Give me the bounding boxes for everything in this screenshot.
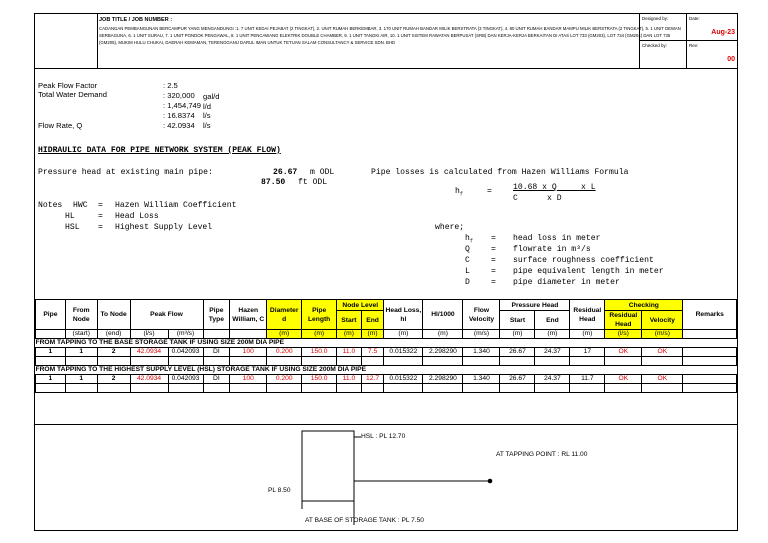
checked-by-label: Checked by: xyxy=(642,43,668,48)
pressure-label: Pressure head at existing main pipe: xyxy=(38,168,213,177)
unit-cell xyxy=(230,330,267,339)
th-node-level: Node Level xyxy=(337,300,384,311)
cell-type: DI xyxy=(203,348,230,357)
th-to-node: To Node xyxy=(97,300,130,330)
th-check-residual: Residual Head xyxy=(605,311,642,330)
cell-len: 150.0 xyxy=(302,348,337,357)
unit-cell: (l/s) xyxy=(130,330,168,339)
empty-cell xyxy=(203,384,230,393)
def-symbol xyxy=(465,245,470,254)
unit-cell: (m/s) xyxy=(463,330,500,339)
empty-cell xyxy=(230,384,267,393)
th-checking: Checking xyxy=(605,300,683,311)
empty-cell xyxy=(36,357,66,366)
cell-hl: 0.015322 xyxy=(384,348,423,357)
cell-chk-res: OK xyxy=(605,348,642,357)
note-abbr: HL xyxy=(65,212,75,221)
rev-value: 00 xyxy=(727,56,735,63)
spacer-row xyxy=(36,384,737,393)
empty-cell xyxy=(570,384,605,393)
tapping-point-marker xyxy=(488,479,493,484)
def-symbol-text: Q xyxy=(465,245,470,254)
cell-chk-res: OK xyxy=(605,375,642,384)
unit-cell: (m) xyxy=(423,330,463,339)
empty-cell xyxy=(65,357,97,366)
def-symbol-text: L xyxy=(465,267,470,276)
th-diameter: Diameter d xyxy=(267,300,302,330)
def-symbol xyxy=(465,267,470,276)
where-label: where; xyxy=(435,223,465,232)
th-pipe-length: Pipe Length xyxy=(302,300,337,330)
empty-cell xyxy=(570,357,605,366)
empty-cell xyxy=(642,357,683,366)
cell-c: 100 xyxy=(230,375,267,384)
formula-hf-sym: h xyxy=(455,187,460,196)
th-flow-velocity: Flow Velocity xyxy=(463,300,500,330)
empty-cell xyxy=(36,384,66,393)
formula-intro: Pipe losses is calculated from Hazen Williams Formula xyxy=(371,168,629,177)
notes-label: Notes xyxy=(38,201,63,210)
flow-rate-label: Flow Rate, Q xyxy=(38,121,83,130)
cell-pend: 24.37 xyxy=(535,348,570,357)
designed-by-label: Designed by: xyxy=(642,16,669,21)
tapping-point-label: AT TAPPING POINT : RL 11.00 xyxy=(496,451,588,458)
th-pressure-end: End xyxy=(535,311,570,330)
def-symbol xyxy=(465,256,470,265)
unit-cell xyxy=(683,330,737,339)
cell-d: 0.200 xyxy=(267,348,302,357)
cell-q-ls: 42.0934 xyxy=(130,375,168,384)
demand-unit-0: gal/d xyxy=(203,92,220,101)
def-symbol-sub: f xyxy=(469,238,473,245)
empty-cell xyxy=(203,357,230,366)
def-description: pipe diameter in meter xyxy=(513,278,620,287)
th-hazen-william: Hazen William, C xyxy=(230,300,267,330)
demand-value-0: : 320,000 xyxy=(163,91,195,100)
cell-remarks xyxy=(683,375,737,384)
empty-cell xyxy=(267,357,302,366)
cell-pipe: 1 xyxy=(36,375,66,384)
unit-cell: (l/s) xyxy=(605,330,642,339)
note-abbr: HSL xyxy=(65,223,80,232)
def-equals: = xyxy=(491,278,496,287)
hydraulic-table xyxy=(35,299,737,393)
def-description: pipe equivalent length in meter xyxy=(513,267,664,276)
cell-end: 7.5 xyxy=(361,348,384,357)
def-symbol xyxy=(465,234,473,245)
cell-remarks xyxy=(683,348,737,357)
cell-chk-vel: OK xyxy=(642,375,683,384)
empty-cell xyxy=(337,384,362,393)
section-title: HIDRAULIC DATA FOR PIPE NETWORK SYSTEM (PEAK FLOW) xyxy=(38,146,281,155)
def-equals: = xyxy=(491,245,496,254)
cell-q-ls: 42.0934 xyxy=(130,348,168,357)
hsl-label: HSL : PL 12.70 xyxy=(361,433,406,440)
cell-from: 1 xyxy=(65,348,97,357)
units-row xyxy=(36,330,737,339)
note-equals: = xyxy=(98,201,103,210)
th-hl1000: Hl/1000 xyxy=(423,300,463,330)
unit-cell: (m) xyxy=(361,330,384,339)
rev-cell xyxy=(687,41,738,68)
base-tank-label: AT BASE OF STORAGE TANK : PL 7.50 xyxy=(305,517,424,524)
section-title: FROM TAPPING TO THE BASE STORAGE TANK IF USING SIZE 200M DIA PIPE xyxy=(36,339,737,348)
th-pipe-type: Pipe Type xyxy=(203,300,230,330)
cell-d: 0.200 xyxy=(267,375,302,384)
date-cell xyxy=(687,14,738,41)
empty-cell xyxy=(302,357,337,366)
def-description: surface roughness coefficient xyxy=(513,256,654,265)
unit-cell: (m) xyxy=(302,330,337,339)
note-equals: = xyxy=(98,212,103,221)
cell-hl1000: 2.298290 xyxy=(423,375,463,384)
empty-cell xyxy=(384,384,423,393)
cell-pstart: 26.67 xyxy=(500,375,535,384)
cell-c: 100 xyxy=(230,348,267,357)
note-description: Hazen William Coefficient xyxy=(115,201,237,210)
empty-cell xyxy=(423,384,463,393)
empty-cell xyxy=(361,357,384,366)
table-row xyxy=(36,348,737,357)
total-water-demand-label: Total Water Demand xyxy=(38,90,107,99)
date-label: Date: xyxy=(689,16,700,21)
empty-cell xyxy=(500,384,535,393)
table-body xyxy=(36,339,737,393)
empty-cell xyxy=(605,357,642,366)
peak-flow-factor-value: : 2.5 xyxy=(163,81,178,90)
unit-cell: (m) xyxy=(570,330,605,339)
unit-cell: (m) xyxy=(384,330,423,339)
section-title: FROM TAPPING TO THE HIGHEST SUPPLY LEVEL (HSL) STORAGE TANK IF USING SIZE 200M DIA PIPE xyxy=(36,366,737,375)
cell-start: 11.0 xyxy=(337,348,362,357)
empty-cell xyxy=(463,384,500,393)
empty-cell xyxy=(130,384,168,393)
flow-rate-unit: l/s xyxy=(203,121,211,130)
cell-q-m3s: 0.042093 xyxy=(168,375,203,384)
th-pipe: Pipe xyxy=(36,300,66,330)
unit-cell: (m) xyxy=(337,330,362,339)
empty-cell xyxy=(65,384,97,393)
unit-cell: (m) xyxy=(535,330,570,339)
empty-cell xyxy=(97,384,130,393)
pressure-unit-m: m ODL xyxy=(310,168,335,177)
unit-cell: (end) xyxy=(97,330,130,339)
designed-by-cell xyxy=(640,14,687,41)
th-residual-head: Residual Head xyxy=(570,300,605,330)
cell-residual: 17 xyxy=(570,348,605,357)
cell-pipe: 1 xyxy=(36,348,66,357)
note-description: Head Loss xyxy=(115,212,159,221)
demand-unit-2: l/s xyxy=(203,111,211,120)
cell-vel: 1.340 xyxy=(463,375,500,384)
section-row xyxy=(36,339,737,348)
th-node-start: Start xyxy=(337,311,362,330)
def-equals: = xyxy=(491,234,496,243)
pressure-unit-ft: ft ODL xyxy=(298,178,328,187)
spacer-row xyxy=(36,357,737,366)
pressure-value-ft: 87.50 xyxy=(261,178,286,187)
checked-by-cell xyxy=(640,41,687,68)
logo-box xyxy=(35,14,98,68)
unit-cell: (m) xyxy=(500,330,535,339)
cell-vel: 1.340 xyxy=(463,348,500,357)
demand-value-1: : 1,454,749 xyxy=(163,101,202,110)
unit-cell: (m) xyxy=(267,330,302,339)
unit-cell: (m/s) xyxy=(642,330,683,339)
cell-residual: 11.7 xyxy=(570,375,605,384)
empty-cell xyxy=(683,384,737,393)
def-symbol xyxy=(465,278,470,287)
formula-hf-sub: f xyxy=(459,191,463,198)
empty-cell xyxy=(683,357,737,366)
calculation-sheet xyxy=(34,13,738,531)
def-symbol-text: C xyxy=(465,256,470,265)
job-title-label: JOB TITLE / JOB NUMBER : xyxy=(99,17,173,23)
empty-cell xyxy=(168,357,203,366)
empty-cell xyxy=(337,357,362,366)
rev-label: Rev: xyxy=(689,43,699,48)
cell-hl: 0.015322 xyxy=(384,375,423,384)
th-pressure-head: Pressure Head xyxy=(500,300,570,311)
demand-unit-1: l/d xyxy=(203,102,212,111)
empty-cell xyxy=(168,384,203,393)
formula-denominator: C x D xyxy=(513,194,562,203)
empty-cell xyxy=(605,384,642,393)
pl-label: PL 8.50 xyxy=(268,487,291,494)
empty-cell xyxy=(130,357,168,366)
job-block xyxy=(97,14,686,68)
unit-cell xyxy=(203,330,230,339)
empty-cell xyxy=(463,357,500,366)
section-row xyxy=(36,366,737,375)
cell-pend: 24.37 xyxy=(535,375,570,384)
def-symbol-text: h xyxy=(465,234,470,243)
th-peak-flow: Peak Flow xyxy=(130,300,203,330)
peak-flow-factor-label: Peak Flow Factor xyxy=(38,81,98,90)
note-equals: = xyxy=(98,223,103,232)
unit-cell: (m³/s) xyxy=(168,330,203,339)
th-remarks: Remarks xyxy=(683,300,737,330)
def-equals: = xyxy=(491,267,496,276)
th-head-loss: Head Loss, hl xyxy=(384,300,423,330)
cell-end: 12.7 xyxy=(361,375,384,384)
cell-type: DI xyxy=(203,375,230,384)
meta-block xyxy=(639,14,738,68)
note-abbr: HWC xyxy=(73,201,88,210)
def-equals: = xyxy=(491,256,496,265)
empty-cell xyxy=(230,357,267,366)
def-description: flowrate in m³/s xyxy=(513,245,591,254)
demand-value-2: : 16.8374 xyxy=(163,111,195,120)
th-from-node: From Node xyxy=(65,300,97,330)
empty-cell xyxy=(302,384,337,393)
empty-cell xyxy=(267,384,302,393)
th-node-end: End xyxy=(361,311,384,330)
cell-chk-vel: OK xyxy=(642,348,683,357)
table-row xyxy=(36,375,737,384)
formula-hf xyxy=(455,187,463,198)
unit-cell xyxy=(36,330,66,339)
cell-q-m3s: 0.042093 xyxy=(168,348,203,357)
storage-tank-shape xyxy=(302,431,354,501)
cell-from: 1 xyxy=(65,375,97,384)
empty-cell xyxy=(384,357,423,366)
job-description: CADANGAN PEMBANGUNAN BERCAMPUR YANG MENGANDUNGI :1. 7 UNIT KEDAI PEJABAT (2 TINGKAT), 2. UNIT RUMAH BERKEMBAR, 3. 170 UNIT RUMAH BANDAR MILIK BERSTRATA (3 TINGKAT), 4. 80 UNIT RUMAH BANDAR MAMPU MILIK BERSTRATA (2 TINGKAT), 5. 1 UNIT DEWAN SERBAGUNA, 6. 1 UNIT SURAU, 7. 1 UNIT PONDOK PENGAWAL, 8. 1 UNIT PENCAWANG ELEKTRIK DOUBLE CHAMBER, 9. 1 UNIT TANGKI AIR, 10. 1 UNIT SISTEM RAWATAN BERPUSAT (SRB) DAN KERJA-KERJA BERKAITAN DI ATAS LOT 733 (GM203), LOT 734 (GM204) DAN LOT 735 (GM205), MUKIM HULU CHUKAI, DAERAH KEMAMAN, TERENGGANU DARUL IMAN UNTUK TETUAN SALAM CONSULTANCY & SERVICE SDN. BHD xyxy=(99,26,681,46)
note-description: Highest Supply Level xyxy=(115,223,213,232)
empty-cell xyxy=(97,357,130,366)
empty-cell xyxy=(535,384,570,393)
def-symbol-text: D xyxy=(465,278,470,287)
sheet-header xyxy=(35,14,737,69)
unit-cell: (start) xyxy=(65,330,97,339)
cell-hl1000: 2.298290 xyxy=(423,348,463,357)
empty-cell xyxy=(642,384,683,393)
formula-numerator: 10.68 x Q x L xyxy=(513,183,596,192)
cell-to: 2 xyxy=(97,348,130,357)
pressure-value-m: 26.67 xyxy=(273,168,298,177)
flow-rate-value: : 42.0934 xyxy=(163,121,195,130)
diagram-svg xyxy=(35,425,737,531)
cell-pstart: 26.67 xyxy=(500,348,535,357)
cell-len: 150.0 xyxy=(302,375,337,384)
empty-cell xyxy=(535,357,570,366)
cell-to: 2 xyxy=(97,375,130,384)
empty-cell xyxy=(361,384,384,393)
formula-equals: = xyxy=(487,187,492,196)
level-diagram xyxy=(35,424,737,531)
def-description: head loss in meter xyxy=(513,234,601,243)
date-value: Aug-23 xyxy=(711,29,735,36)
empty-cell xyxy=(423,357,463,366)
th-pressure-start: Start xyxy=(500,311,535,330)
cell-start: 11.0 xyxy=(337,375,362,384)
th-check-velocity: Velocity xyxy=(642,311,683,330)
empty-cell xyxy=(500,357,535,366)
